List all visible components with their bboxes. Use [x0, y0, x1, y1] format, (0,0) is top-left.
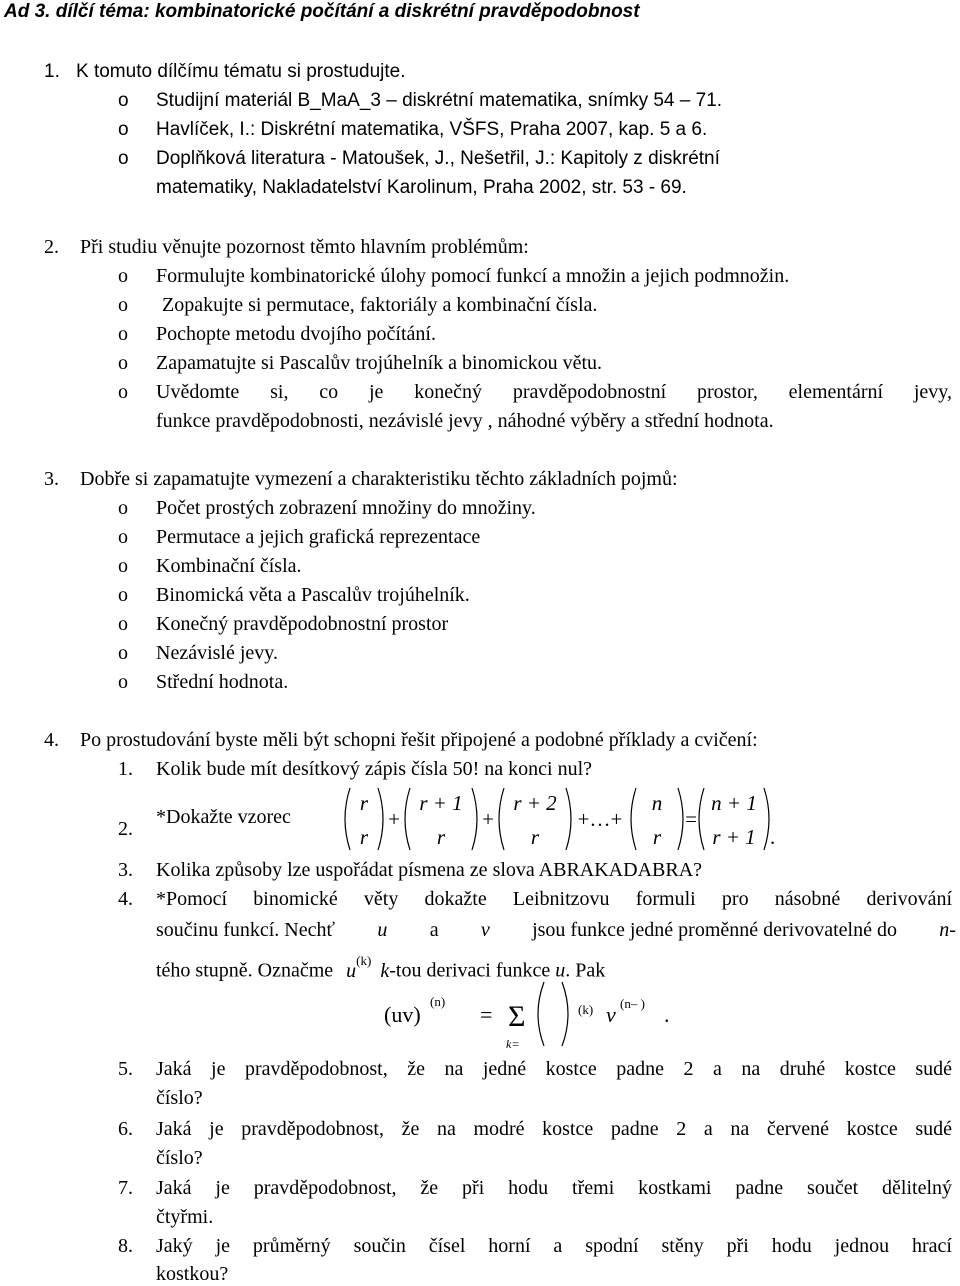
binom-1-top: r	[359, 791, 369, 815]
exercise-number: 2.	[118, 818, 133, 840]
exercise-text-continuation: čtyřmi.	[156, 1206, 214, 1228]
bullet: o	[118, 119, 129, 140]
binom-3-top: r + 2	[513, 791, 557, 815]
exercise-text: a	[429, 919, 439, 941]
section-2-number: 2.	[44, 236, 59, 258]
math-variable-u: u	[377, 919, 388, 941]
exercise-text: Jaká je pravděpodobnost, že na jedné kostce padne 2 a na druhé kostce sudé	[156, 1058, 952, 1080]
exercise-text: Kolik bude mít desítkový zápis čísla 50! na konci nul?	[156, 758, 593, 780]
operator-plus: +	[482, 807, 494, 831]
section-1-heading: K tomuto dílčímu tématu si prostudujte.	[76, 61, 406, 82]
exercise-text: jsou funkce jedné proměnné derivovatelné do	[532, 919, 897, 941]
operator-equals: =	[685, 807, 697, 831]
list-item: Formulujte kombinatorické úlohy pomocí funkcí a množin a jejich podmnožin.	[156, 265, 790, 287]
binom-2-top: r + 1	[419, 791, 463, 815]
bullet: o	[118, 526, 128, 548]
list-item: Pochopte metodu dvojího počítání.	[156, 323, 436, 345]
list-item-continuation: funkce pravděpodobnosti, nezávislé jevy , náhodné výběry a střední hodnota.	[156, 410, 774, 432]
bullet: o	[118, 671, 128, 693]
sum-lower-bound: k=	[506, 1037, 520, 1051]
exercise-text: . Pak	[565, 959, 606, 982]
hyphen: -	[949, 919, 956, 941]
math-variable-k: k	[380, 959, 390, 982]
bullet: o	[118, 613, 128, 635]
formula-end-period: .	[664, 1002, 670, 1027]
exercise-number: 8.	[118, 1235, 133, 1257]
leibniz-rhs-superscript-n: (n– )	[620, 996, 645, 1011]
list-item: Kombinační čísla.	[156, 555, 302, 577]
exercise-text: Jaká je pravděpodobnost, že při hodu třemi kostkami padne součet dělitelný	[156, 1177, 952, 1199]
math-variable-u: u	[346, 959, 357, 982]
section-4-number: 4.	[44, 729, 59, 751]
exercise-text: *Dokažte vzorec	[156, 806, 291, 828]
binom-5-bottom: r + 1	[712, 825, 756, 849]
exercise-number: 7.	[118, 1177, 133, 1199]
leibniz-lhs-superscript: (n)	[430, 994, 446, 1009]
bullet: o	[118, 352, 128, 374]
leibniz-rhs-superscript-k: (k)	[578, 1002, 594, 1017]
list-item: Uvědomte si, co je konečný pravděpodobnostní prostor, elementární jevy,	[156, 381, 952, 403]
exercise-text-continuation: číslo?	[156, 1147, 203, 1169]
exercise-4-line-2	[156, 918, 956, 942]
binom-2-bottom: r	[436, 825, 446, 849]
section-3-heading: Dobře si zapamatujte vymezení a charakteristiku těchto základních pojmů:	[80, 468, 678, 490]
list-item: Doplňková literatura - Matoušek, J., Nešetřil, J.: Kapitoly z diskrétní	[156, 148, 720, 169]
bullet: o	[118, 265, 128, 287]
exercise-number: 1.	[118, 758, 133, 780]
exercise-text: *Pomocí binomické věty dokažte Leibnitzovu formuli pro násobné derivování	[156, 888, 952, 910]
sigma-icon: Σ	[508, 1000, 526, 1033]
list-item: Střední hodnota.	[156, 671, 289, 693]
bullet: o	[118, 148, 129, 169]
exercise-number: 4.	[118, 888, 133, 910]
list-item-continuation: matematiky, Nakladatelství Karolinum, Praha 2002, str. 53 - 69.	[156, 177, 687, 198]
math-variable-v: v	[606, 1002, 616, 1027]
exercise-text-continuation: kostkou?	[156, 1263, 229, 1285]
exercise-number: 5.	[118, 1058, 133, 1080]
bullet: o	[118, 294, 128, 316]
leibniz-lhs: (uv)	[384, 1002, 421, 1027]
formula-end-period: .	[770, 825, 776, 849]
list-item: Permutace a jejich grafická reprezentace	[156, 526, 481, 548]
binom-3-bottom: r	[530, 825, 540, 849]
bullet: o	[118, 642, 128, 664]
exercise-text: součinu funkcí. Nechť	[156, 919, 336, 941]
bullet: o	[118, 323, 128, 345]
list-item: Zopakujte si permutace, faktoriály a kombinační čísla.	[162, 294, 598, 316]
binom-1-bottom: r	[359, 825, 369, 849]
exercise-text-continuation: číslo?	[156, 1087, 203, 1109]
exercise-text: Jaká je pravděpodobnost, že na modré kostce padne 2 a na červené kostce sudé	[156, 1118, 952, 1140]
section-2-heading: Při studiu věnujte pozornost těmto hlavním problémům:	[80, 236, 529, 258]
leibniz-formula	[384, 976, 724, 1054]
math-variable-u: u	[555, 959, 566, 982]
section-1-number: 1.	[44, 61, 60, 82]
list-item: Binomická věta a Pascalův trojúhelník.	[156, 584, 470, 606]
page-title: Ad 3. dílčí téma: kombinatorické počítání a diskrétní pravděpodobnost	[4, 1, 640, 22]
sum-of-binomials-formula	[338, 784, 778, 854]
exercise-text: Kolika způsoby lze uspořádat písmena ze slova ABRAKADABRA?	[156, 859, 703, 881]
math-variable-n: n	[939, 919, 950, 941]
leibniz-equals: =	[480, 1002, 493, 1027]
bullet: o	[118, 555, 128, 577]
binom-4-top: n	[651, 791, 663, 815]
bullet: o	[118, 381, 128, 403]
bullet: o	[118, 90, 129, 111]
section-3-number: 3.	[44, 468, 59, 490]
operator-plus: +	[388, 807, 400, 831]
exercise-text: tého stupně. Označme	[156, 959, 334, 982]
operator-plus-ellipsis: +…+	[577, 807, 623, 831]
list-item: Konečný pravděpodobnostní prostor	[156, 613, 449, 635]
exercise-number: 6.	[118, 1118, 133, 1140]
list-item: Počet prostých zobrazení množiny do množiny.	[156, 497, 536, 519]
bullet: o	[118, 497, 128, 519]
binom-4-bottom: r	[652, 825, 662, 849]
list-item: Havlíček, I.: Diskrétní matematika, VŠFS, Praha 2007, kap. 5 a 6.	[156, 119, 708, 140]
list-item: Nezávislé jevy.	[156, 642, 278, 664]
derivative-superscript: (k)	[356, 953, 372, 968]
list-item: Studijní materiál B_MaA_3 – diskrétní matematika, snímky 54 – 71.	[156, 90, 723, 111]
section-4-heading: Po prostudování byste měli být schopni řešit připojené a podobné příklady a cvičení:	[80, 729, 758, 751]
list-item: Zapamatujte si Pascalův trojúhelník a binomickou větu.	[156, 352, 603, 374]
exercise-number: 3.	[118, 859, 133, 881]
exercise-text: -tou derivaci funkce	[389, 959, 551, 982]
bullet: o	[118, 584, 128, 606]
binom-5-top: n + 1	[711, 791, 757, 815]
math-variable-v: v	[480, 919, 490, 941]
exercise-text: Jaký je průměrný součin čísel horní a spodní stěny při hodu jednou hrací	[156, 1235, 952, 1257]
